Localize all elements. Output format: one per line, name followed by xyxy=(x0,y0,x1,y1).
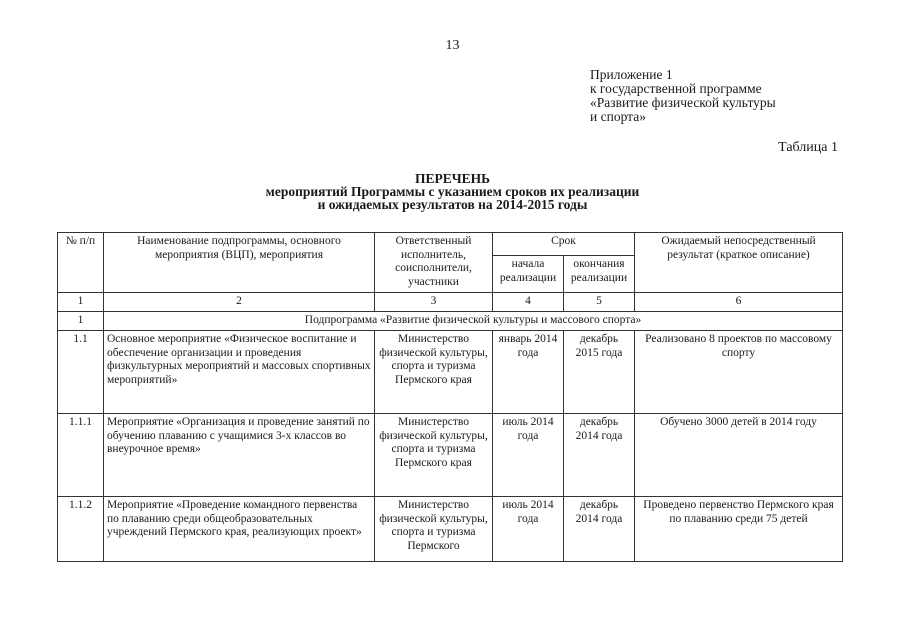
header-term: Срок xyxy=(493,233,635,256)
row-start: июль 2014 года xyxy=(493,497,564,562)
header-start: начала реализации xyxy=(493,256,564,293)
appendix-line: к государственной программе xyxy=(590,81,762,96)
row-executor: Министерство физической культуры, спорта и туризма Пермского xyxy=(375,497,493,562)
row-num: 1.1.2 xyxy=(58,497,104,562)
row-result: Проведено первенство Пермского края по плаванию среди 75 детей xyxy=(635,497,843,562)
title-line: мероприятий Программы с указанием сроков их реализации xyxy=(265,184,640,199)
header-name: Наименование подпрограммы, основного мероприятия (ВЦП), мероприятия xyxy=(104,233,375,293)
row-result: Реализовано 8 проектов по массовому спорту xyxy=(635,331,843,414)
table-row xyxy=(58,331,843,414)
header-num: № п/п xyxy=(58,233,104,293)
activities-table xyxy=(57,232,843,562)
column-number: 4 xyxy=(493,293,564,312)
row-name: Мероприятие «Проведение командного первенства по плаванию среди общеобразовательных учреждений Пермского края, реализующих проект» xyxy=(104,497,375,562)
row-start: июль 2014 года xyxy=(493,414,564,497)
column-number: 5 xyxy=(564,293,635,312)
subprogram-title: Подпрограмма «Развитие физической культуры и массового спорта» xyxy=(104,312,843,331)
row-executor: Министерство физической культуры, спорта и туризма Пермского края xyxy=(375,414,493,497)
row-name: Основное мероприятие «Физическое воспитание и обеспечение организации и проведения физкультурных мероприятий и массовых спортивных мероприятий» xyxy=(104,331,375,414)
header-executor: Ответственный исполнитель, соисполнители, участники xyxy=(375,233,493,293)
header-end: окончания реализации xyxy=(564,256,635,293)
row-start: январь 2014 года xyxy=(493,331,564,414)
row-executor: Министерство физической культуры, спорта и туризма Пермского края xyxy=(375,331,493,414)
column-numbers-row xyxy=(58,293,843,312)
appendix-line: Приложение 1 xyxy=(590,67,673,82)
row-end: декабрь 2015 года xyxy=(564,331,635,414)
appendix-line: «Развитие физической культуры xyxy=(590,95,776,110)
document-title xyxy=(0,172,905,211)
row-num: 1.1 xyxy=(58,331,104,414)
row-num: 1.1.1 xyxy=(58,414,104,497)
appendix-caption xyxy=(590,68,776,124)
appendix-line: и спорта» xyxy=(590,109,646,124)
row-result: Обучено 3000 детей в 2014 году xyxy=(635,414,843,497)
title-line: и ожидаемых результатов на 2014-2015 годы xyxy=(317,197,588,212)
table-label: Таблица 1 xyxy=(778,140,838,155)
row-end: декабрь 2014 года xyxy=(564,497,635,562)
table-row xyxy=(58,497,843,562)
row-name: Мероприятие «Организация и проведение занятий по обучению плаванию с учащимися 3-х классов во внеурочное время» xyxy=(104,414,375,497)
title-line: ПЕРЕЧЕНЬ xyxy=(414,171,491,186)
page-number: 13 xyxy=(445,38,460,53)
column-number: 1 xyxy=(58,293,104,312)
row-end: декабрь 2014 года xyxy=(564,414,635,497)
column-number: 2 xyxy=(104,293,375,312)
column-number: 3 xyxy=(375,293,493,312)
subprogram-row xyxy=(58,312,843,331)
subprogram-num: 1 xyxy=(58,312,104,331)
column-number: 6 xyxy=(635,293,843,312)
table-row xyxy=(58,414,843,497)
header-result: Ожидаемый непосредственный результат (краткое описание) xyxy=(635,233,843,293)
